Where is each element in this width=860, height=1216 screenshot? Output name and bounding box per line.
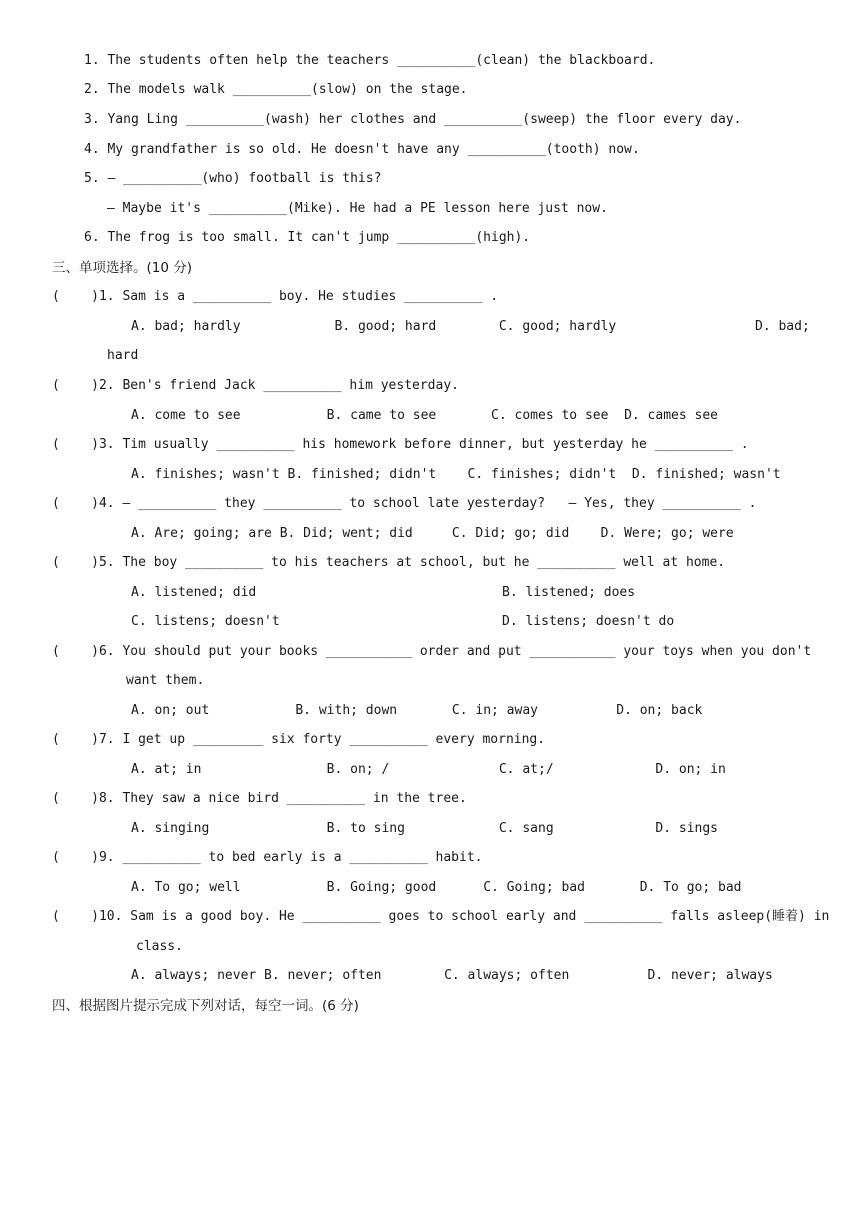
fill-item-2: 2. The models walk __________(slow) on the stage. <box>84 82 468 97</box>
section-4-heading: 四、根据图片提示完成下列对话，每空一词。(6 分) <box>52 998 359 1014</box>
question-2-stem: ( )2. Ben's friend Jack __________ him yesterday. <box>52 378 459 393</box>
question-6-stem-wrap: want them. <box>126 673 205 688</box>
fill-item-4: 4. My grandfather is so old. He doesn't have any __________(tooth) now. <box>84 142 640 157</box>
question-1-option-d: D. bad; <box>755 319 810 334</box>
section-3-heading: 三、单项选择。(10 分) <box>52 260 193 276</box>
question-1-stem: ( )1. Sam is a __________ boy. He studies __________ . <box>52 289 499 304</box>
question-7-stem: ( )7. I get up _________ six forty __________ every morning. <box>52 732 546 747</box>
question-10-stem-wrap: class. <box>136 939 183 954</box>
question-3-stem: ( )3. Tim usually __________ his homework before dinner, but yesterday he __________ . <box>52 437 749 452</box>
fill-item-5-reply: — Maybe it's __________(Mike). He had a PE lesson here just now. <box>107 201 608 216</box>
question-5-option-d: D. listens; doesn't do <box>502 614 675 629</box>
question-3-options: A. finishes; wasn't B. finished; didn't C. finishes; didn't D. finished; wasn't <box>131 467 781 482</box>
question-2-options: A. come to see B. came to see C. comes to see D. cames see <box>131 408 718 423</box>
question-5-stem: ( )5. The boy __________ to his teachers at school, but he __________ well at home. <box>52 555 726 570</box>
question-4-stem: ( )4. — __________ they __________ to school late yesterday? — Yes, they __________ . <box>52 496 757 511</box>
question-10-stem: ( )10. Sam is a good boy. He __________ goes to school early and __________ falls asleep(睡着) in <box>52 909 830 924</box>
question-5-option-c: C. listens; doesn't <box>131 614 280 629</box>
question-4-options: A. Are; going; are B. Did; went; did C. Did; go; did D. Were; go; were <box>131 526 734 541</box>
question-1-option-d-wrap: hard <box>107 348 139 363</box>
question-6-stem: ( )6. You should put your books ___________ order and put ___________ your toys when you don't <box>52 644 812 659</box>
question-5-option-b: B. listened; does <box>502 585 636 600</box>
question-9-stem: ( )9. __________ to bed early is a __________ habit. <box>52 850 483 865</box>
question-5-option-a: A. listened; did <box>131 585 257 600</box>
fill-item-5: 5. — __________(who) football is this? <box>84 171 382 186</box>
question-8-stem: ( )8. They saw a nice bird __________ in the tree. <box>52 791 467 806</box>
question-9-options: A. To go; well B. Going; good C. Going; bad D. To go; bad <box>131 880 742 895</box>
fill-item-3: 3. Yang Ling __________(wash) her clothes and __________(sweep) the floor every day. <box>84 112 742 127</box>
fill-item-6: 6. The frog is too small. It can't jump __________(high). <box>84 230 531 245</box>
question-7-options: A. at; in B. on; / C. at;/ D. on; in <box>131 762 726 777</box>
fill-item-1: 1. The students often help the teachers __________(clean) the blackboard. <box>84 53 656 68</box>
question-8-options: A. singing B. to sing C. sang D. sings <box>131 821 718 836</box>
question-6-options: A. on; out B. with; down C. in; away D. on; back <box>131 703 703 718</box>
question-1-options: A. bad; hardly B. good; hard C. good; hardly <box>131 319 617 334</box>
question-10-options: A. always; never B. never; often C. always; often D. never; always <box>131 968 773 983</box>
